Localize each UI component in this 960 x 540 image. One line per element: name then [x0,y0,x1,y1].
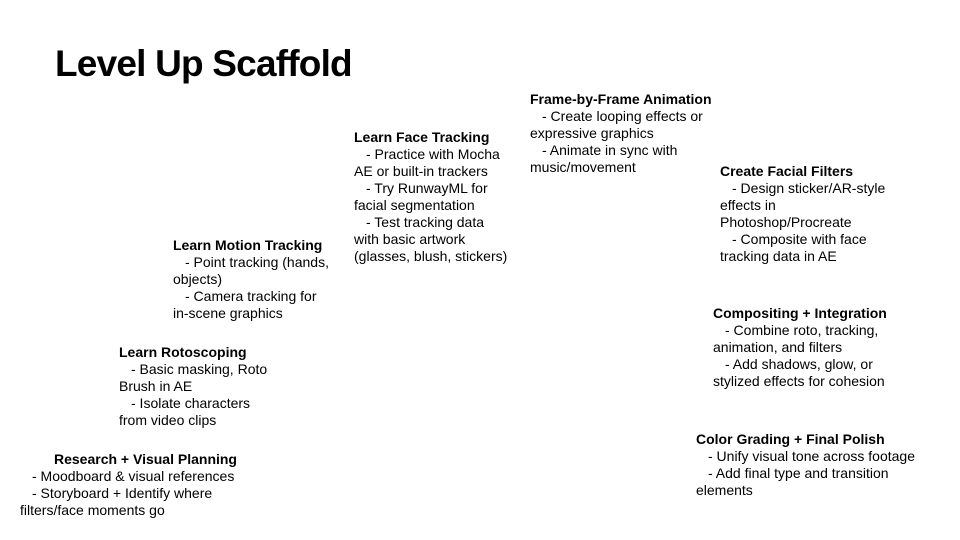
step-line: expressive graphics [530,125,654,141]
step-title: Research + Visual Planning [54,451,237,467]
step-line: Photoshop/Procreate [720,214,852,230]
step-line: stylized effects for cohesion [713,373,885,389]
step-line: effects in [720,197,776,213]
step-line: - Design sticker/AR-style [732,180,886,196]
step-line: - Create looping effects or [542,108,703,124]
step-line: from video clips [119,412,217,428]
step-line: - Isolate characters [131,395,251,411]
step-line: - Add shadows, glow, or [725,356,873,372]
step-line: (glasses, blush, stickers) [354,248,508,264]
step-line: - Basic masking, Roto [131,361,268,377]
step-line: tracking data in AE [720,248,837,264]
step-line: - Unify visual tone across footage [708,448,915,464]
step-line: facial segmentation [354,197,475,213]
step-line: - Practice with Mocha [366,146,500,162]
slide-title: Level Up Scaffold [55,43,352,84]
step-title: Learn Motion Tracking [173,237,323,253]
step-learn-face-tracking [354,129,522,265]
step-line: objects) [173,271,223,287]
step-line: with basic artwork [354,231,466,247]
step-title: Learn Rotoscoping [119,344,247,360]
step-line: Brush in AE [119,378,193,394]
step-line: filters/face moments go [20,502,165,518]
step-line: - Animate in sync with [542,142,678,158]
step-line: in-scene graphics [173,305,283,321]
step-title: Color Grading + Final Polish [696,431,885,447]
step-title: Compositing + Integration [713,305,887,321]
step-line: - Composite with face [732,231,867,247]
step-line: - Moodboard & visual references [32,468,235,484]
step-line: - Try RunwayML for [366,180,488,196]
step-line: - Camera tracking for [185,288,317,304]
step-research-visual-planning [20,451,250,519]
step-line: animation, and filters [713,339,843,355]
step-learn-motion-tracking [173,237,343,322]
step-compositing-integration [713,305,913,390]
step-title: Learn Face Tracking [354,129,490,145]
step-title: Frame-by-Frame Animation [530,91,712,107]
step-line: - Test tracking data [366,214,485,230]
step-create-facial-filters [720,163,910,265]
step-line: - Storyboard + Identify where [32,485,213,501]
step-title: Create Facial Filters [720,163,854,179]
step-line: - Add final type and transition [708,465,889,481]
step-line: - Point tracking (hands, [185,254,329,270]
step-line: music/movement [530,159,636,175]
step-frame-by-frame-animation [530,91,730,176]
step-line: - Combine roto, tracking, [725,322,879,338]
step-color-grading-final-polish [696,431,936,499]
step-line: AE or built-in trackers [354,163,488,179]
step-line: elements [696,482,753,498]
step-learn-rotoscoping [119,344,289,429]
